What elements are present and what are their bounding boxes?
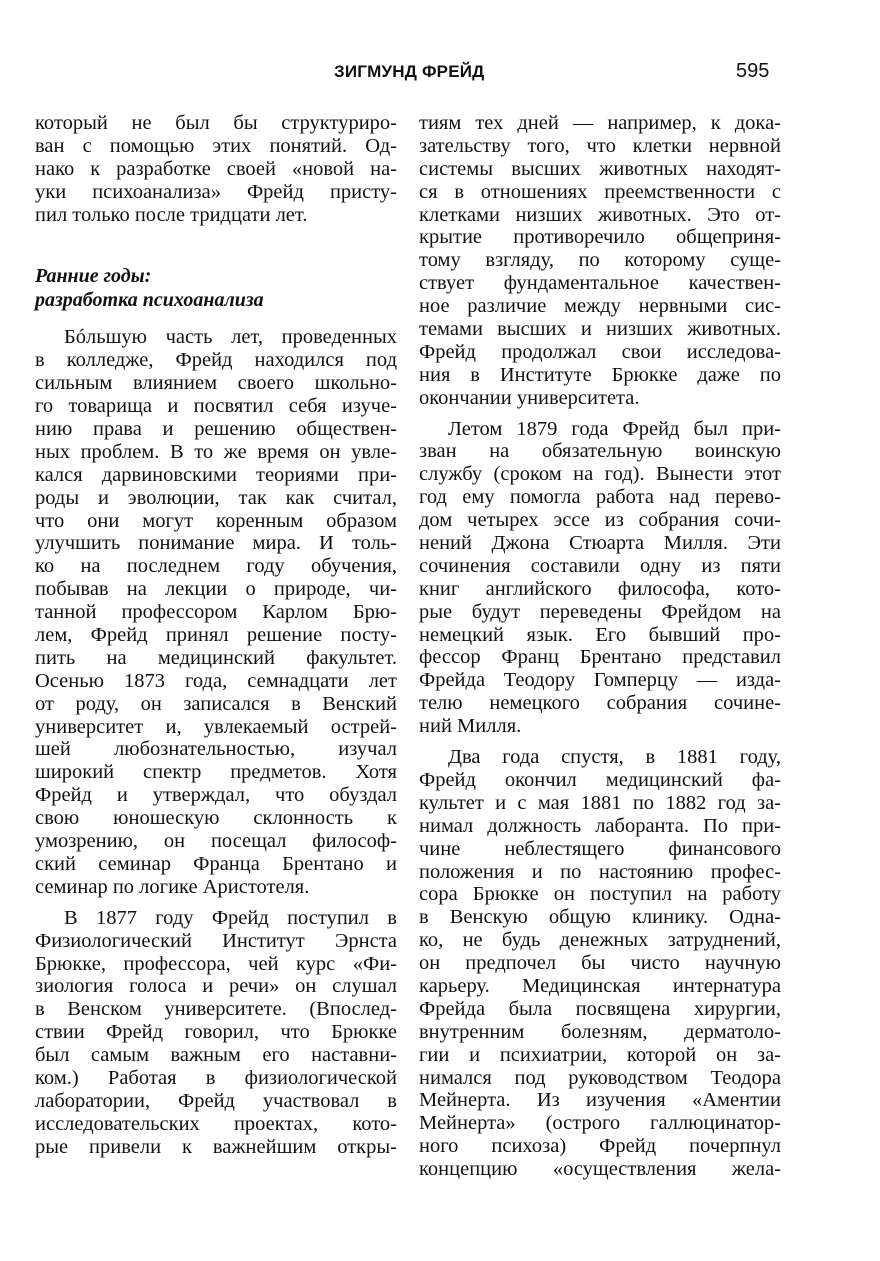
text-line: пил только после тридцати лет. xyxy=(35,203,308,226)
text-line: лаборатории, Фрейд участвовал в xyxy=(35,1089,397,1112)
text-line: семинар по логике Аристотеля. xyxy=(35,875,310,898)
text-line: год ему помогла работа над перево- xyxy=(419,486,781,509)
text-line: окончании университета. xyxy=(419,386,640,409)
text-line: сильным влиянием своего школьно- xyxy=(35,372,397,395)
text-line: темами высших и низших животных. xyxy=(419,318,781,341)
text-line: который не был бы структуриро- xyxy=(35,112,397,134)
text-line: пить на медицинский факультет. xyxy=(35,646,397,669)
text-line: роды и эволюции, так как считал, xyxy=(35,486,397,509)
text-line: ное различие между нервными сис- xyxy=(419,295,781,318)
text-line: ко, не будь денежных затруднений, xyxy=(419,929,781,952)
text-line: книг английского философа, кото- xyxy=(419,577,781,600)
text-line: Брюкке, профессора, чей курс «Фи- xyxy=(35,952,397,975)
text-line: уки психоанализа» Фрейд присту- xyxy=(35,180,397,203)
text-line: свою юношескую склонность к xyxy=(35,807,397,830)
section-heading xyxy=(35,264,397,312)
text-line: ком.) Работая в физиологической xyxy=(35,1066,397,1089)
intro-paragraph xyxy=(35,112,397,226)
text-line: ся в отношениях преемственности с xyxy=(419,180,781,203)
text-line: ко на последнем году обучения, xyxy=(35,555,397,578)
text-line: сочинения составили одну из пяти xyxy=(419,554,781,577)
text-line: Фрейд и утверждал, что обуздал xyxy=(35,784,397,807)
text-line: улучшить понимание мира. И толь- xyxy=(35,532,397,555)
text-line: университет и, увлекаемый острей- xyxy=(35,715,397,738)
text-line: немецкий язык. Его бывший про- xyxy=(419,623,781,646)
text-line: в Венскую общую клинику. Однa- xyxy=(419,906,781,929)
right-column xyxy=(419,112,781,1181)
text-line: го товарища и посвятил себя изуче- xyxy=(35,395,397,418)
text-line: Мейнерта. Из изучения «Аментии xyxy=(419,1089,781,1112)
text-line: концепцию «осуществления жела- xyxy=(419,1158,781,1181)
text-line: нако к разработке своей «новой на- xyxy=(35,157,397,180)
text-line: внутренним болезням, дерматоло- xyxy=(419,1020,781,1043)
text-line: клетками низших животных. Это от- xyxy=(419,203,781,226)
text-line: культет и с мая 1881 по 1882 год за- xyxy=(419,791,781,814)
section-heading-line-1: Ранние годы: xyxy=(35,265,152,288)
text-line: крытие противоречило общеприня- xyxy=(419,226,781,249)
text-line: тиям тех дней — например, к дока- xyxy=(419,112,781,134)
text-line: ния в Институте Брюкке даже по xyxy=(419,363,781,386)
text-line: зательству того, что клетки нервной xyxy=(419,134,781,157)
text-line: ний Милля. xyxy=(419,715,522,738)
paragraph-military-service xyxy=(419,418,781,738)
text-line: Летом 1879 года Фрейд был при- xyxy=(448,417,781,440)
text-line: лем, Фрейд принял решение посту- xyxy=(35,624,397,647)
text-line: Фрейда была посвящена хирургии, xyxy=(419,997,781,1020)
paragraph-continued-discoveries xyxy=(419,112,781,410)
text-line: Физиологический Институт Эрнста xyxy=(35,929,397,952)
paragraph-college-years xyxy=(35,326,397,898)
text-line: нимался под руководством Теодора xyxy=(419,1066,781,1089)
text-line: широкий спектр предметов. Хотя xyxy=(35,761,397,784)
text-line: зиология голоса и речи» он слушал xyxy=(35,975,397,998)
text-line: В 1877 году Фрейд поступил в xyxy=(64,906,397,929)
text-line: ван с помощью этих понятий. Од- xyxy=(35,134,397,157)
text-line: фессор Франц Брентано представил xyxy=(419,646,781,669)
text-line: он предпочел бы чисто научную xyxy=(419,952,781,975)
text-line: Мейнерта» (острого галлюцинатор- xyxy=(419,1112,781,1135)
text-line: кался дарвиновскими теориями при- xyxy=(35,463,397,486)
text-line: в колледже, Фрейд находился под xyxy=(35,349,397,372)
text-line: Бóльшую часть лет, проведенных xyxy=(64,326,397,349)
text-line: танной профессором Карлом Брю- xyxy=(35,601,397,624)
text-line: Два года спустя, в 1881 году, xyxy=(448,746,781,769)
text-line: рые привели к важнейшим откры- xyxy=(35,1135,397,1158)
left-column xyxy=(35,112,397,1159)
text-line: дом четырех эссе из собрания сочи- xyxy=(419,509,781,532)
text-line: нений Джона Стюарта Милля. Эти xyxy=(419,532,781,555)
text-line: гии и психиатрии, которой он за- xyxy=(419,1043,781,1066)
text-line: побывав на лекции о природе, чи- xyxy=(35,578,397,601)
text-line: сора Брюкке он поступил на работу xyxy=(419,883,781,906)
text-line: карьеру. Медицинская интернатура xyxy=(419,974,781,997)
running-head-title: ЗИГМУНД ФРЕЙД xyxy=(334,62,485,81)
text-line: системы высших животных находят- xyxy=(419,157,781,180)
text-line: службу (сроком на год). Вынести этот xyxy=(419,463,781,486)
text-line: Фрейд продолжал свои исследова- xyxy=(419,340,781,363)
text-line: Фрейд окончил медицинский фа- xyxy=(419,768,781,791)
text-line: ствии Фрейд говорил, что Брюкке xyxy=(35,1021,397,1044)
text-line: рые будут переведены Фрейдом на xyxy=(419,600,781,623)
text-line: в Венском университете. (Впослед- xyxy=(35,998,397,1021)
text-line: ский семинар Франца Брентано и xyxy=(35,852,397,875)
text-line: ствует фундаментальное качествен- xyxy=(419,272,781,295)
section-heading-line-2: разработка психоанализа xyxy=(35,289,264,312)
text-line: положения и по настоянию профес- xyxy=(419,860,781,883)
text-line: зван на обязательную воинскую xyxy=(419,440,781,463)
text-line: телю немецкого собрания сочине- xyxy=(419,692,781,715)
text-line: был самым важным его наставни- xyxy=(35,1044,397,1067)
text-line: исследовательских проектах, кото- xyxy=(35,1112,397,1135)
page-number: 595 xyxy=(736,60,770,82)
text-line: тому взгляду, по которому суще- xyxy=(419,249,781,272)
text-line: чине неблестящего финансового xyxy=(419,837,781,860)
text-line: Осенью 1873 года, семнадцати лет xyxy=(35,669,397,692)
text-line: нимал должность лаборанта. По при- xyxy=(419,814,781,837)
text-line: Фрейда Теодору Гомперцу — изда- xyxy=(419,669,781,692)
text-line: от роду, он записался в Венский xyxy=(35,692,397,715)
text-line: шей любознательностью, изучал xyxy=(35,738,397,761)
text-line: умозрению, он посещал философ- xyxy=(35,830,397,853)
paragraph-brucke-institute xyxy=(35,907,397,1159)
text-line: ного психоза) Фрейд почерпнул xyxy=(419,1135,781,1158)
text-line: ных проблем. В то же время он увле- xyxy=(35,440,397,463)
text-line: что они могут коренным образом xyxy=(35,509,397,532)
paragraph-medical-degree xyxy=(419,746,781,1181)
text-line: нию права и решению обществен- xyxy=(35,418,397,441)
